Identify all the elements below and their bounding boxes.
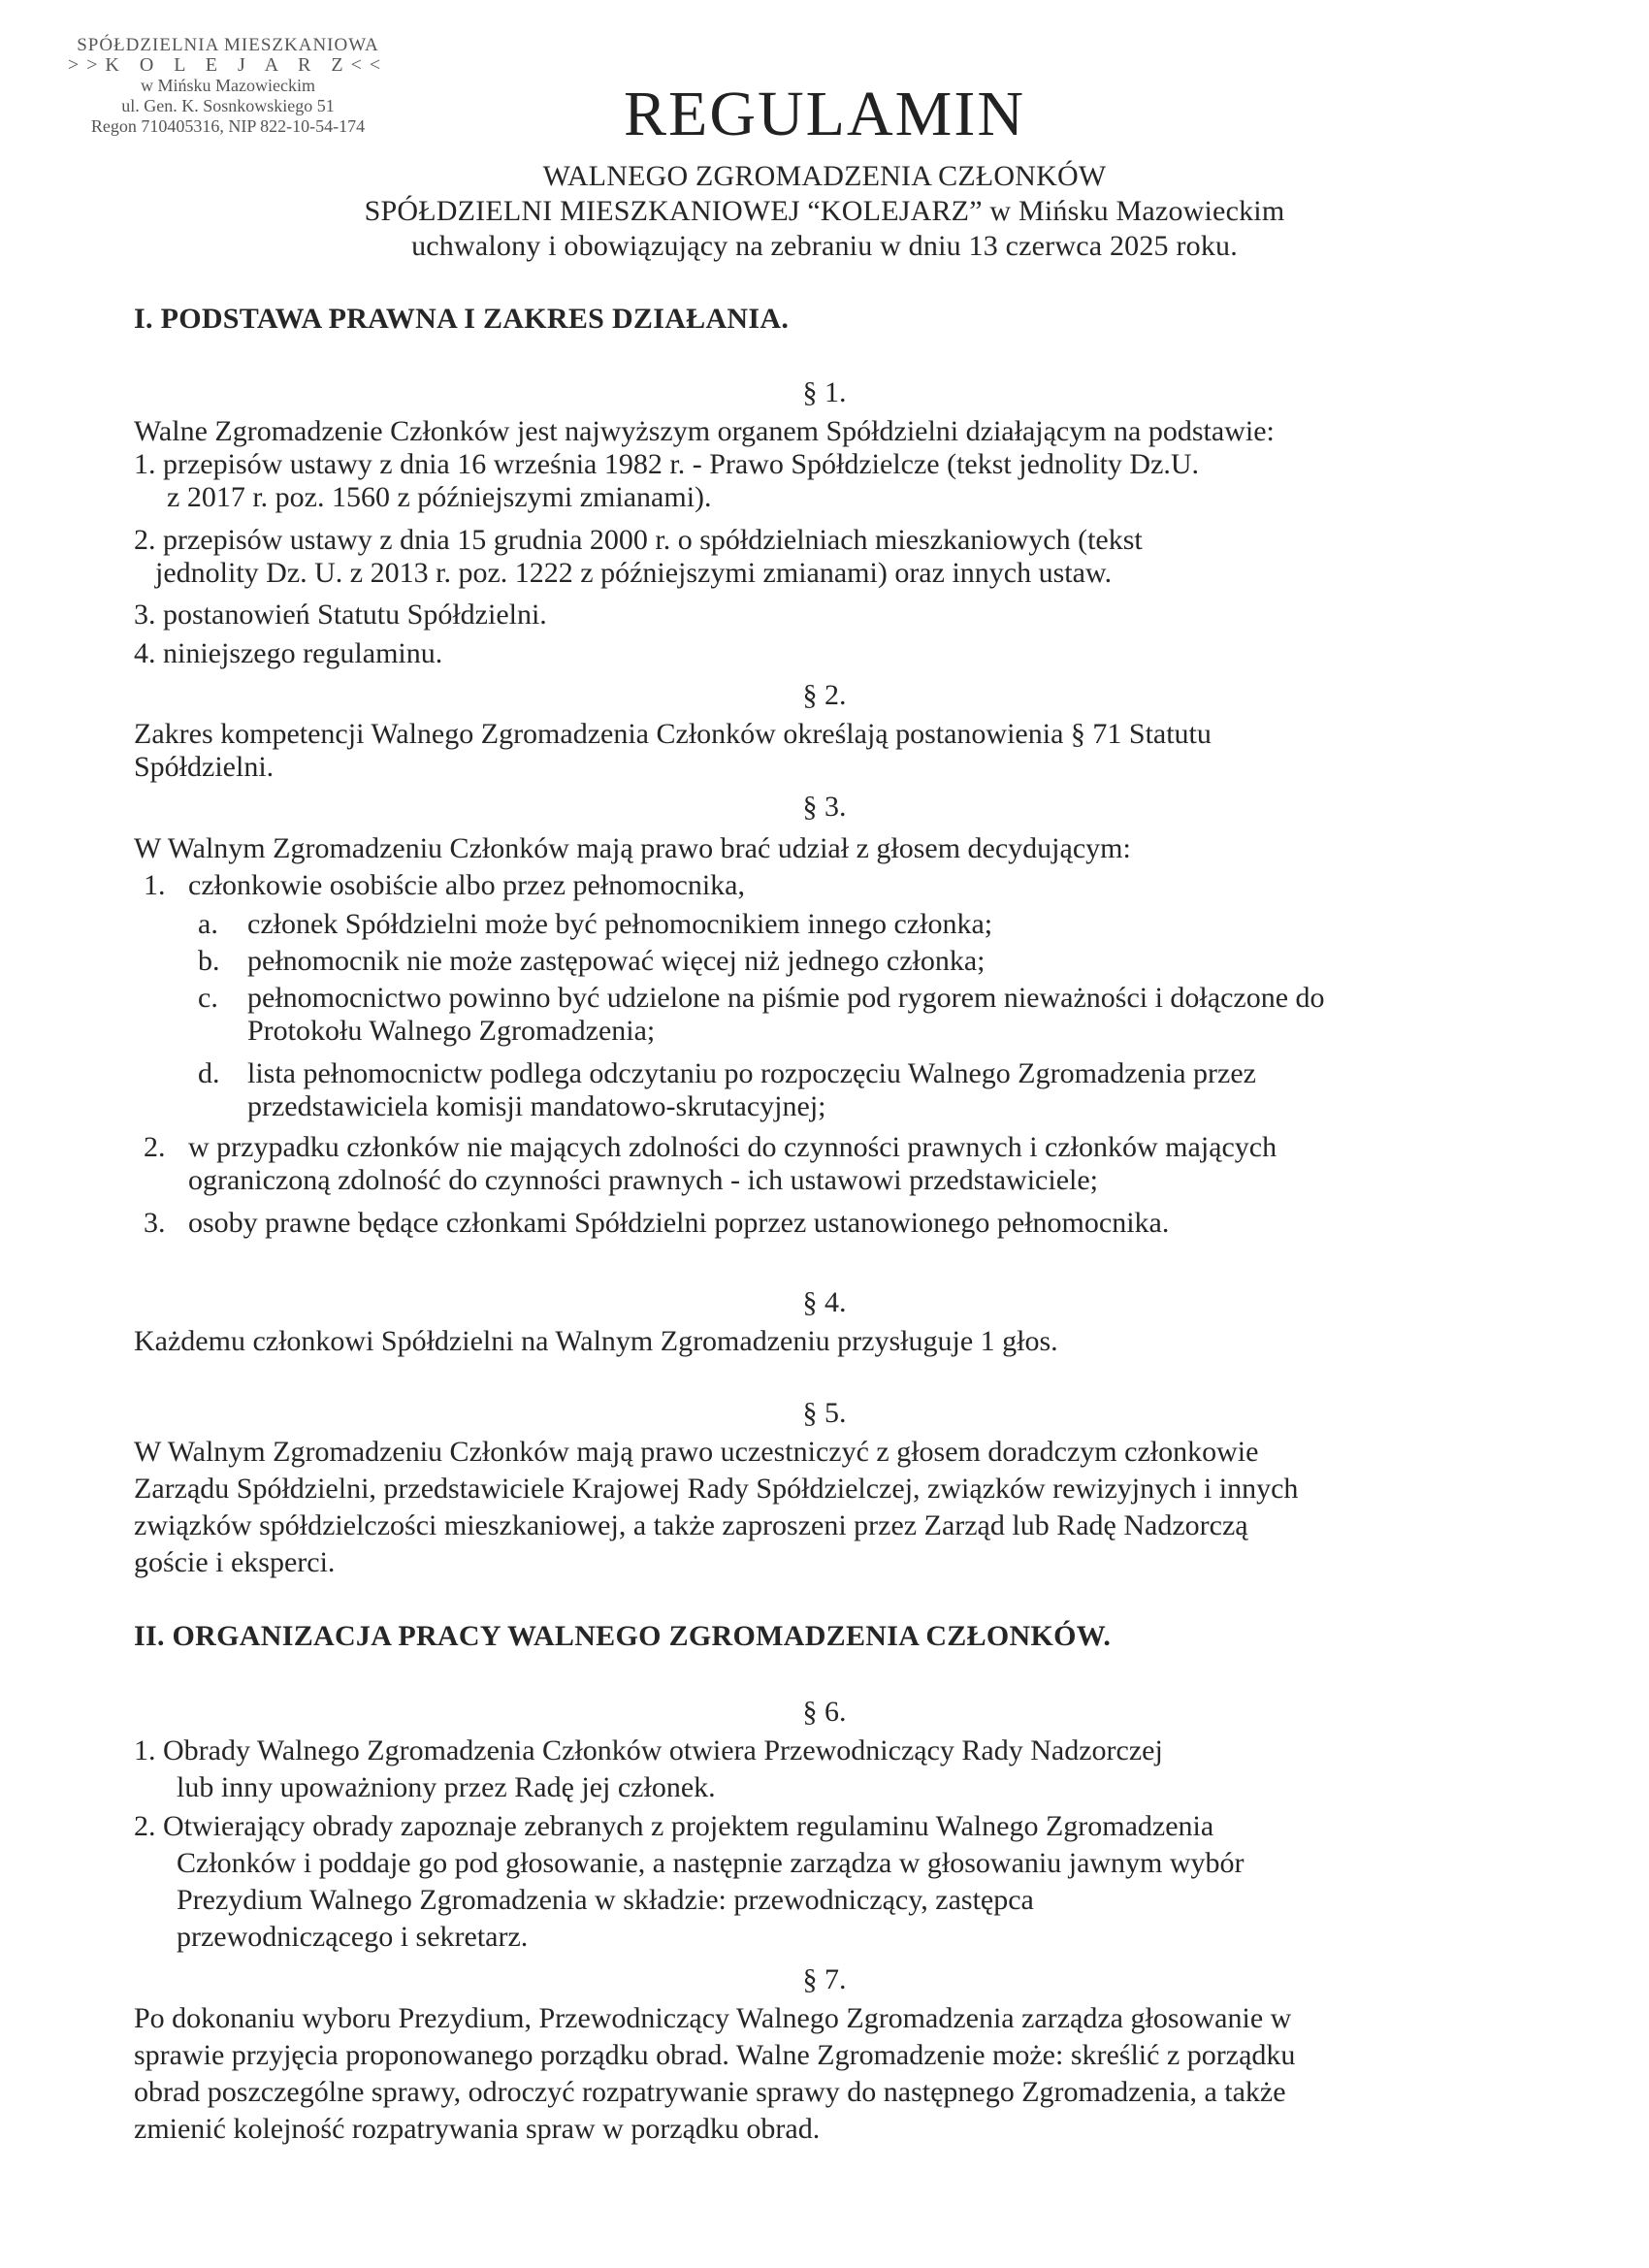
stamp-line: Regon 710405316, NIP 822-10-54-174 (90, 116, 366, 136)
text-line: związków spółdzielczości mieszkaniowej, a także zaproszeni przez Zarząd lub Radę Nadzorczą (134, 1509, 1248, 1541)
list-item: w przypadku członków nie mających zdolności do czynności prawnych i członków mających (188, 1131, 1277, 1163)
list-item: 4. niniejszego regulaminu. (134, 637, 443, 669)
text-line: Zakres kompetencji Walnego Zgromadzenia Członków określają postanowienia § 71 Statutu (134, 718, 1212, 750)
list-letter: a. (198, 908, 218, 940)
document-subtitle: WALNEGO ZGROMADZENIA CZŁONKÓW (542, 160, 1107, 192)
text-line: Spółdzielni. (134, 751, 275, 783)
list-item-continuation: lub inny upoważniony przez Radę jej członek. (177, 1771, 716, 1803)
list-item: 3. postanowień Statutu Spółdzielni. (134, 599, 547, 631)
text-line: sprawie przyjęcia proponowanego porządku obrad. Walne Zgromadzenie może: skreślić z porządku (134, 2039, 1296, 2071)
list-item-continuation: Prezydium Walnego Zgromadzenia w składzie: przewodniczący, zastępca (177, 1884, 1034, 1916)
paragraph-mark: § 1. (802, 376, 847, 408)
list-item: członek Spółdzielni może być pełnomocnikiem innego członka; (247, 908, 993, 940)
list-number: 3. (144, 1207, 166, 1239)
text-line: obrad poszczególne sprawy, odroczyć rozpatrywanie sprawy do następnego Zgromadzenia, a także (134, 2076, 1286, 2108)
list-item: osoby prawne będące członkami Spółdzielni poprzez ustanowionego pełnomocnika. (188, 1207, 1170, 1239)
list-item: członkowie osobiście albo przez pełnomocnika, (188, 869, 745, 901)
document-subtitle: SPÓŁDZIELNI MIESZKANIOWEJ “KOLEJARZ” w Mińsku Mazowieckim (364, 195, 1285, 227)
list-item: pełnomocnik nie może zastępować więcej niż jednego członka; (247, 945, 986, 977)
list-item: 2. Otwierający obrady zapoznaje zebranych z projektem regulaminu Walnego Zgromadzenia (134, 1810, 1214, 1842)
text-line: W Walnym Zgromadzeniu Członków mają prawo brać udział z głosem decydującym: (134, 832, 1131, 864)
section-heading: I. PODSTAWA PRAWNA I ZAKRES DZIAŁANIA. (134, 303, 790, 335)
list-item-continuation: przewodniczącego i sekretarz. (177, 1921, 529, 1953)
text-line: goście i eksperci. (134, 1546, 336, 1578)
list-item: pełnomocnictwo powinno być udzielone na piśmie pod rygorem nieważności i dołączone do (247, 982, 1325, 1014)
text-line: zmienić kolejność rozpatrywania spraw w porządku obrad. (134, 2113, 821, 2145)
stamp-line: SPÓŁDZIELNIA MIESZKANIOWA (77, 35, 379, 55)
list-item: 1. Obrady Walnego Zgromadzenia Członków otwiera Przewodniczący Rady Nadzorczej (134, 1734, 1163, 1766)
list-item-continuation: jednolity Dz. U. z 2013 r. poz. 1222 z późniejszymi zmianami) oraz innych ustaw. (155, 557, 1113, 589)
list-item-continuation: z 2017 r. poz. 1560 z późniejszymi zmianami). (167, 481, 712, 513)
text-line: Zarządu Spółdzielni, przedstawiciele Krajowej Rady Spółdzielczej, związków rewizyjnych i innych (134, 1473, 1299, 1505)
paragraph-mark: § 4. (802, 1286, 847, 1318)
paragraph-mark: § 3. (802, 791, 847, 823)
list-item-continuation: przedstawiciela komisji mandatowo-skrutacyjnej; (247, 1090, 826, 1122)
document-title: REGULAMIN (624, 79, 1025, 149)
paragraph-mark: § 6. (802, 1696, 847, 1728)
list-item-continuation: Członków i poddaje go pod głosowanie, a następnie zarządza w głosowaniu jawnym wybór (177, 1847, 1245, 1879)
list-item-continuation: ograniczoną zdolność do czynności prawnych - ich ustawowi przedstawiciele; (188, 1164, 1098, 1196)
paragraph-mark: § 5. (802, 1397, 847, 1429)
stamp-line: w Mińsku Mazowieckim (141, 76, 315, 95)
text-line: Walne Zgromadzenie Członków jest najwyższym organem Spółdzielni działającym na podstawie: (134, 415, 1275, 447)
text-line: W Walnym Zgromadzeniu Członków mają prawo uczestniczyć z głosem doradczym członkowie (134, 1436, 1259, 1468)
list-number: 2. (144, 1131, 166, 1163)
list-letter: d. (198, 1057, 220, 1089)
section-heading: II. ORGANIZACJA PRACY WALNEGO ZGROMADZENIA CZŁONKÓW. (134, 1620, 1112, 1652)
document-subtitle: uchwalony i obowiązujący na zebraniu w dniu 13 czerwca 2025 roku. (411, 230, 1238, 262)
stamp-line: ul. Gen. K. Sosnkowskiego 51 (121, 96, 335, 115)
text-line: Każdemu członkowi Spółdzielni na Walnym Zgromadzeniu przysługuje 1 głos. (134, 1325, 1058, 1357)
stamp-line: >>K O L E J A R Z<< (67, 54, 389, 76)
list-item: lista pełnomocnictw podlega odczytaniu po rozpoczęciu Walnego Zgromadzenia przez (247, 1057, 1256, 1089)
list-letter: b. (198, 945, 220, 977)
list-item-continuation: Protokołu Walnego Zgromadzenia; (247, 1015, 656, 1047)
list-letter: c. (198, 982, 218, 1014)
paragraph-mark: § 2. (802, 679, 847, 711)
list-number: 1. (144, 869, 166, 901)
list-item: 2. przepisów ustawy z dnia 15 grudnia 2000 r. o spółdzielniach mieszkaniowych (tekst (134, 524, 1143, 556)
text-line: Po dokonaniu wyboru Prezydium, Przewodniczący Walnego Zgromadzenia zarządza głosowanie w (134, 2002, 1292, 2034)
paragraph-mark: § 7. (802, 1963, 847, 1995)
list-item: 1. przepisów ustawy z dnia 16 września 1982 r. - Prawo Spółdzielcze (tekst jednolity Dz.U. (134, 448, 1200, 480)
